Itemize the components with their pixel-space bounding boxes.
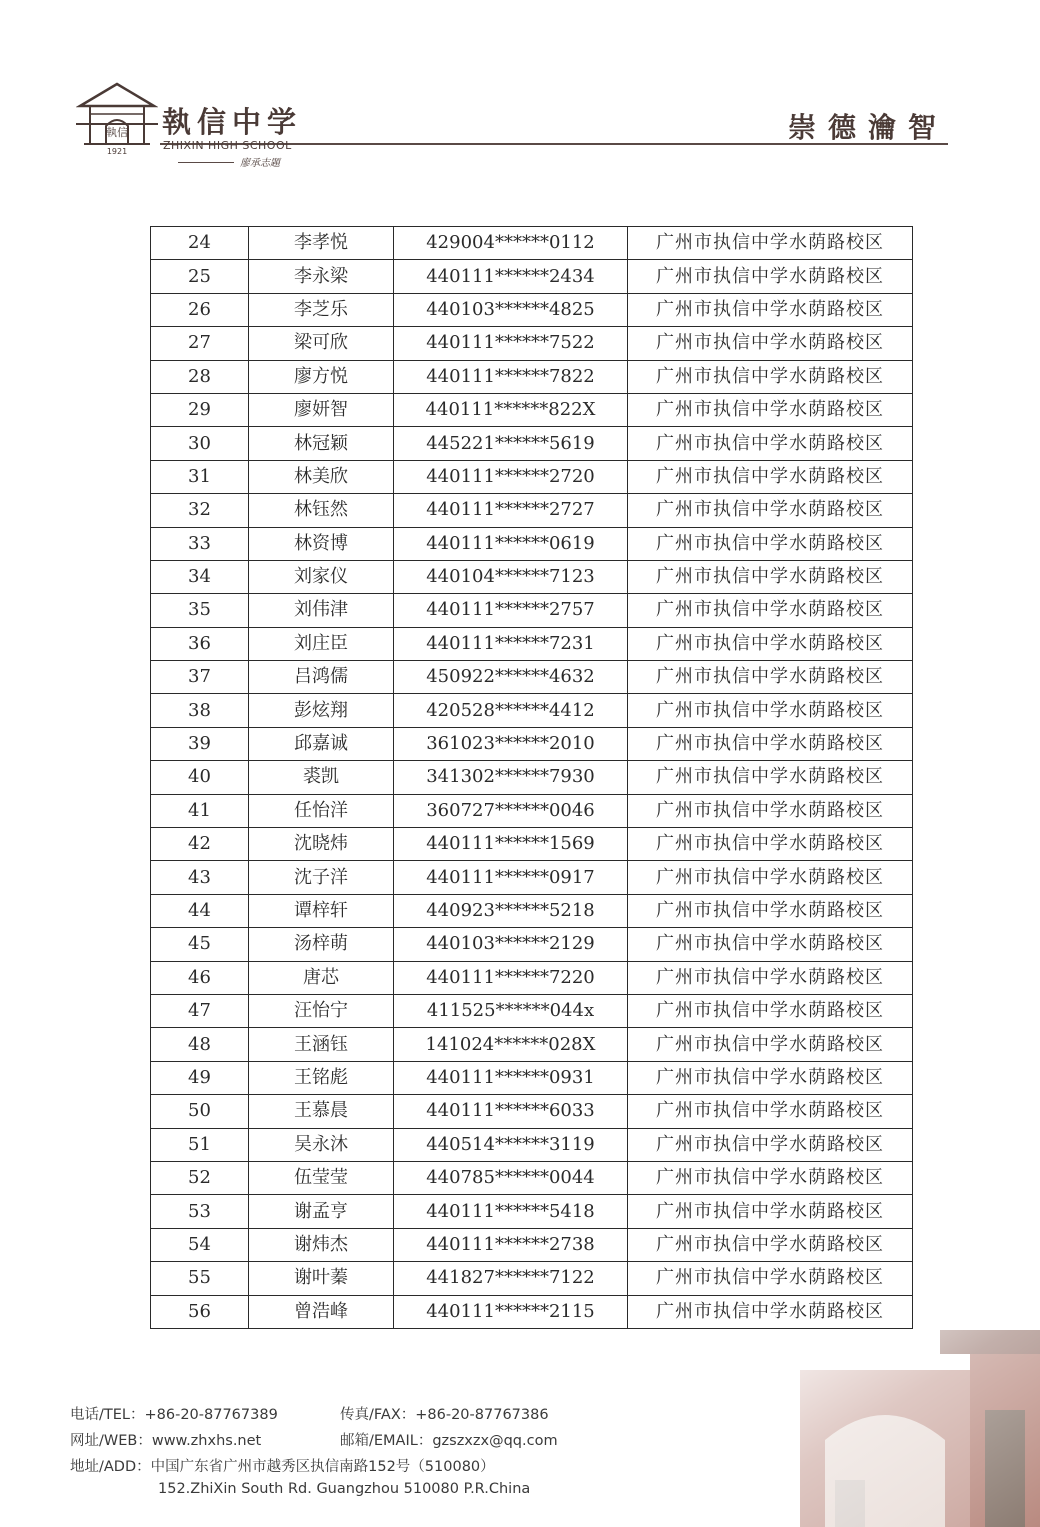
cell-name: 任怡洋 [249, 794, 394, 827]
cell-name: 裘凯 [249, 761, 394, 794]
emblem-year: 1921 [106, 147, 128, 156]
cell-number: 52 [151, 1161, 249, 1194]
cell-number: 36 [151, 627, 249, 660]
cell-campus: 广州市执信中学水荫路校区 [628, 727, 913, 760]
cell-name: 汤梓萌 [249, 928, 394, 961]
cell-id-number: 441827******7122 [394, 1262, 628, 1295]
cell-id-number: 440111******1569 [394, 828, 628, 861]
table-row [151, 627, 913, 660]
cell-id-number: 440923******5218 [394, 894, 628, 927]
cell-campus: 广州市执信中学水荫路校区 [628, 1228, 913, 1261]
table-row [151, 928, 913, 961]
cell-campus: 广州市执信中学水荫路校区 [628, 761, 913, 794]
table-row [151, 994, 913, 1027]
cell-id-number: 440111******2434 [394, 260, 628, 293]
table-row [151, 861, 913, 894]
cell-name: 李孝悦 [249, 227, 394, 260]
cell-number: 47 [151, 994, 249, 1027]
cell-id-number: 420528******4412 [394, 694, 628, 727]
cell-campus: 广州市执信中学水荫路校区 [628, 627, 913, 660]
cell-name: 林资博 [249, 527, 394, 560]
cell-name: 邱嘉诚 [249, 727, 394, 760]
cell-name: 曾浩峰 [249, 1295, 394, 1328]
cell-number: 43 [151, 861, 249, 894]
cell-id-number: 445221******5619 [394, 427, 628, 460]
cell-number: 27 [151, 327, 249, 360]
cell-campus: 广州市执信中学水荫路校区 [628, 1262, 913, 1295]
cell-campus: 广州市执信中学水荫路校区 [628, 1195, 913, 1228]
cell-id-number: 440111******2720 [394, 460, 628, 493]
school-name-en: ZHIXIN HIGH SCHOOL [163, 139, 292, 152]
cell-campus: 广州市执信中学水荫路校区 [628, 260, 913, 293]
cell-id-number: 440104******7123 [394, 560, 628, 593]
cell-campus: 广州市执信中学水荫路校区 [628, 794, 913, 827]
table-row [151, 894, 913, 927]
cell-name: 廖方悦 [249, 360, 394, 393]
cell-number: 48 [151, 1028, 249, 1061]
cell-campus: 广州市执信中学水荫路校区 [628, 1161, 913, 1194]
cell-name: 刘伟津 [249, 594, 394, 627]
cell-campus: 广州市执信中学水荫路校区 [628, 527, 913, 560]
table-row [151, 427, 913, 460]
cell-number: 34 [151, 560, 249, 593]
footer-address-en: 152.ZhiXin South Rd. Guangzhou 510080 P.R.China [158, 1481, 531, 1497]
cell-campus: 广州市执信中学水荫路校区 [628, 961, 913, 994]
table-row [151, 360, 913, 393]
table-row [151, 727, 913, 760]
cell-name: 谭梓轩 [249, 894, 394, 927]
cell-id-number: 440111******2115 [394, 1295, 628, 1328]
cell-id-number: 440103******2129 [394, 928, 628, 961]
cell-number: 45 [151, 928, 249, 961]
cell-campus: 广州市执信中学水荫路校区 [628, 1061, 913, 1094]
cell-id-number: 440103******4825 [394, 293, 628, 326]
cell-number: 30 [151, 427, 249, 460]
cell-number: 24 [151, 227, 249, 260]
footer-email: 邮箱/EMAIL：gzszxzx@qq.com [340, 1433, 558, 1449]
cell-number: 53 [151, 1195, 249, 1228]
cell-name: 吴永沐 [249, 1128, 394, 1161]
cell-campus: 广州市执信中学水荫路校区 [628, 1028, 913, 1061]
cell-id-number: 361023******2010 [394, 727, 628, 760]
cell-campus: 广州市执信中学水荫路校区 [628, 293, 913, 326]
cell-number: 33 [151, 527, 249, 560]
cell-name: 李芝乐 [249, 293, 394, 326]
cell-number: 56 [151, 1295, 249, 1328]
cell-name: 刘庄臣 [249, 627, 394, 660]
cell-id-number: 440785******0044 [394, 1161, 628, 1194]
table-row [151, 1095, 913, 1128]
cell-campus: 广州市执信中学水荫路校区 [628, 828, 913, 861]
table-row [151, 1262, 913, 1295]
table-row [151, 560, 913, 593]
table-row [151, 1061, 913, 1094]
cell-name: 谢孟亨 [249, 1195, 394, 1228]
cell-name: 梁可欣 [249, 327, 394, 360]
cell-number: 29 [151, 393, 249, 426]
table-row [151, 661, 913, 694]
school-motto: 崇德瀹智 [788, 111, 949, 144]
cell-name: 李永梁 [249, 260, 394, 293]
cell-campus: 广州市执信中学水荫路校区 [628, 861, 913, 894]
table-row [151, 227, 913, 260]
cell-name: 刘家仪 [249, 560, 394, 593]
cell-number: 49 [151, 1061, 249, 1094]
cell-name: 林钰然 [249, 494, 394, 527]
cell-campus: 广州市执信中学水荫路校区 [628, 327, 913, 360]
school-emblem-icon [76, 80, 158, 160]
cell-number: 50 [151, 1095, 249, 1128]
cell-name: 谢叶蓁 [249, 1262, 394, 1295]
cell-number: 46 [151, 961, 249, 994]
table-row [151, 694, 913, 727]
cell-name: 王涵钰 [249, 1028, 394, 1061]
cell-number: 32 [151, 494, 249, 527]
cell-campus: 广州市执信中学水荫路校区 [628, 360, 913, 393]
cell-campus: 广州市执信中学水荫路校区 [628, 594, 913, 627]
student-table-body [151, 227, 913, 1329]
cell-name: 伍莹莹 [249, 1161, 394, 1194]
cell-id-number: 429004******0112 [394, 227, 628, 260]
cell-campus: 广州市执信中学水荫路校区 [628, 560, 913, 593]
cell-id-number: 440514******3119 [394, 1128, 628, 1161]
cell-number: 40 [151, 761, 249, 794]
cell-number: 55 [151, 1262, 249, 1295]
cell-number: 54 [151, 1228, 249, 1261]
letterhead [0, 0, 1040, 200]
header-rule-thin [178, 162, 234, 163]
cell-campus: 广州市执信中学水荫路校区 [628, 1295, 913, 1328]
cell-name: 唐芯 [249, 961, 394, 994]
table-row [151, 594, 913, 627]
table-row [151, 494, 913, 527]
cell-number: 26 [151, 293, 249, 326]
cell-id-number: 440111******0917 [394, 861, 628, 894]
table-row [151, 527, 913, 560]
footer-web: 网址/WEB：www.zhxhs.net [70, 1433, 262, 1449]
student-table [150, 226, 913, 1329]
table-row [151, 1228, 913, 1261]
emblem-text: 執信 [106, 126, 128, 139]
cell-name: 汪怡宁 [249, 994, 394, 1027]
cell-id-number: 341302******7930 [394, 761, 628, 794]
cell-number: 37 [151, 661, 249, 694]
cell-id-number: 440111******7220 [394, 961, 628, 994]
cell-id-number: 440111******7822 [394, 360, 628, 393]
cell-campus: 广州市执信中学水荫路校区 [628, 1095, 913, 1128]
cell-number: 31 [151, 460, 249, 493]
cell-name: 王铭彪 [249, 1061, 394, 1094]
footer-address-cn: 地址/ADD：中国广东省广州市越秀区执信南路152号（510080） [70, 1459, 495, 1475]
cell-number: 25 [151, 260, 249, 293]
cell-campus: 广州市执信中学水荫路校区 [628, 227, 913, 260]
cell-number: 51 [151, 1128, 249, 1161]
table-row [151, 260, 913, 293]
table-row [151, 293, 913, 326]
table-row [151, 1128, 913, 1161]
table-row [151, 1161, 913, 1194]
table-row [151, 961, 913, 994]
cell-id-number: 440111******5418 [394, 1195, 628, 1228]
cell-campus: 广州市执信中学水荫路校区 [628, 994, 913, 1027]
cell-id-number: 440111******6033 [394, 1095, 628, 1128]
cell-id-number: 440111******0931 [394, 1061, 628, 1094]
table-row [151, 761, 913, 794]
school-name-cn: 執信中学 [162, 105, 303, 139]
cell-id-number: 141024******028X [394, 1028, 628, 1061]
table-row [151, 1028, 913, 1061]
cell-id-number: 440111******2757 [394, 594, 628, 627]
cell-campus: 广州市执信中学水荫路校区 [628, 894, 913, 927]
cell-name: 沈晓炜 [249, 828, 394, 861]
signature: 廖承志題 [240, 158, 280, 169]
cell-id-number: 440111******7231 [394, 627, 628, 660]
cell-id-number: 440111******7522 [394, 327, 628, 360]
cell-id-number: 360727******0046 [394, 794, 628, 827]
cell-campus: 广州市执信中学水荫路校区 [628, 494, 913, 527]
cell-name: 廖妍智 [249, 393, 394, 426]
cell-name: 林冠颖 [249, 427, 394, 460]
cell-campus: 广州市执信中学水荫路校区 [628, 460, 913, 493]
cell-id-number: 440111******2727 [394, 494, 628, 527]
cell-number: 28 [151, 360, 249, 393]
table-row [151, 460, 913, 493]
cell-name: 沈子洋 [249, 861, 394, 894]
cell-number: 42 [151, 828, 249, 861]
cell-number: 35 [151, 594, 249, 627]
table-row [151, 794, 913, 827]
cell-campus: 广州市执信中学水荫路校区 [628, 393, 913, 426]
cell-number: 39 [151, 727, 249, 760]
cell-campus: 广州市执信中学水荫路校区 [628, 661, 913, 694]
cell-campus: 广州市执信中学水荫路校区 [628, 427, 913, 460]
cell-name: 彭炫翔 [249, 694, 394, 727]
campus-gate-photo [740, 1330, 1040, 1527]
cell-number: 41 [151, 794, 249, 827]
table-row [151, 393, 913, 426]
footer-fax: 传真/FAX：+86-20-87767386 [340, 1407, 549, 1423]
cell-campus: 广州市执信中学水荫路校区 [628, 1128, 913, 1161]
cell-name: 谢炜杰 [249, 1228, 394, 1261]
cell-id-number: 411525******044x [394, 994, 628, 1027]
footer-tel: 电话/TEL：+86-20-87767389 [70, 1407, 278, 1423]
cell-id-number: 440111******0619 [394, 527, 628, 560]
cell-number: 38 [151, 694, 249, 727]
cell-campus: 广州市执信中学水荫路校区 [628, 694, 913, 727]
cell-name: 林美欣 [249, 460, 394, 493]
table-row [151, 1195, 913, 1228]
table-row [151, 327, 913, 360]
table-row [151, 1295, 913, 1328]
cell-id-number: 440111******2738 [394, 1228, 628, 1261]
cell-id-number: 440111******822X [394, 393, 628, 426]
table-row [151, 828, 913, 861]
cell-name: 吕鸿儒 [249, 661, 394, 694]
cell-id-number: 450922******4632 [394, 661, 628, 694]
cell-name: 王慕晨 [249, 1095, 394, 1128]
cell-number: 44 [151, 894, 249, 927]
cell-campus: 广州市执信中学水荫路校区 [628, 928, 913, 961]
